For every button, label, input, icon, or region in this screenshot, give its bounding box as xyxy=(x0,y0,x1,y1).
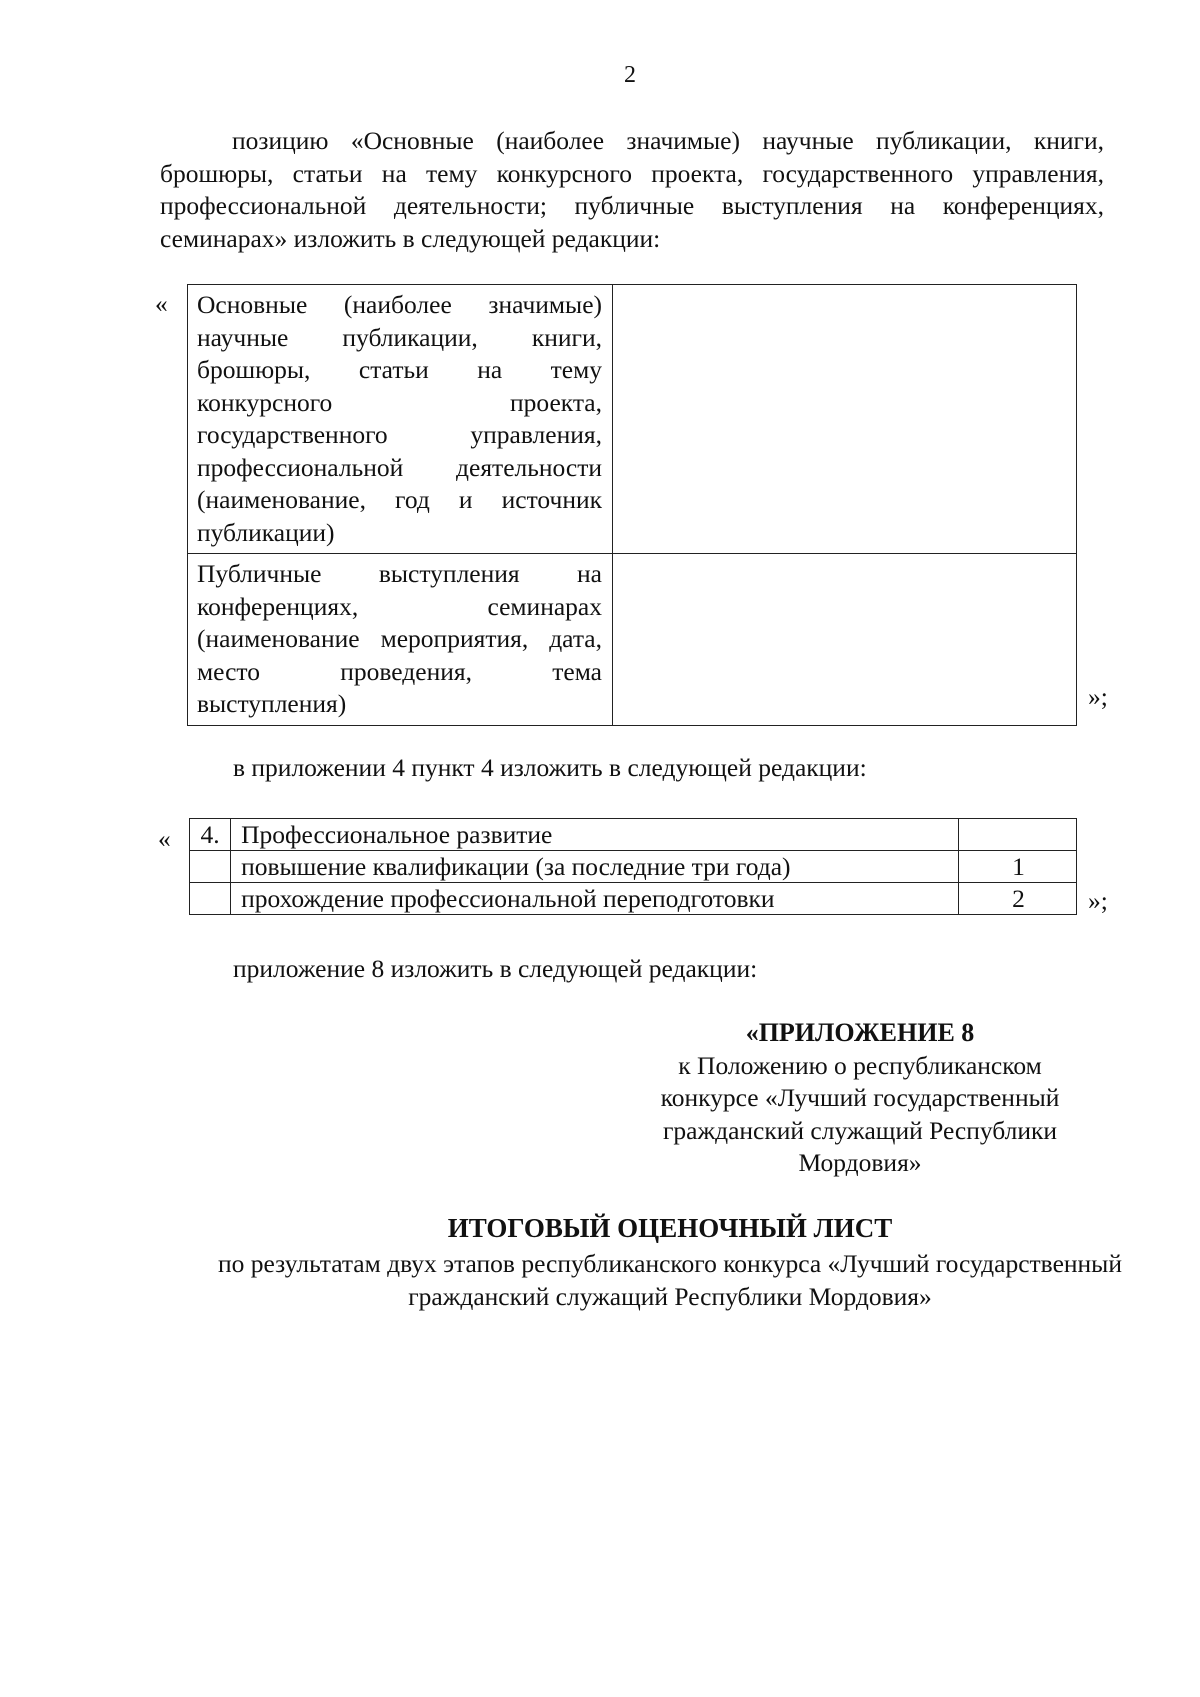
intro-paragraph: позицию «Основные (наиболее значимые) научные публикации, книги, брошюры, статьи на тему конкурсного проекта, государственного управления, профессиональной деятельности; публичные выступления на конференциях, семинарах» изложить в следующей редакции: xyxy=(160,126,1104,253)
table-row xyxy=(190,883,1077,915)
row-points-cell xyxy=(958,819,1076,851)
opening-quote: « xyxy=(155,289,168,318)
speeches-label-cell: Публичные выступления на конференциях, семинарах (наименование мероприятия, дата, место проведения, тема выступления) xyxy=(188,554,613,726)
appendix-line: конкурсе «Лучший государственный xyxy=(660,1083,1060,1112)
page-number: 2 xyxy=(624,62,636,88)
publications-table xyxy=(187,284,1077,726)
publications-value-cell xyxy=(613,285,1077,554)
final-sheet-subtitle: по результатам двух этапов республиканского конкурса «Лучший государственный гражданский служащий Республики Мордовия» xyxy=(218,1249,1122,1311)
appendix4-paragraph: в приложении 4 пункт 4 изложить в следующей редакции: xyxy=(233,753,867,782)
row-number-cell xyxy=(190,851,231,883)
row-points-cell: 2 xyxy=(958,883,1076,915)
table-row xyxy=(188,554,1077,726)
opening-quote: « xyxy=(158,824,171,853)
appendix-line: гражданский служащий Республики xyxy=(662,1115,1058,1145)
table-row xyxy=(190,851,1077,883)
appendix-line: Мордовия» xyxy=(798,1148,922,1177)
row-text-cell: прохождение профессиональной переподготовки xyxy=(231,883,959,915)
appendix8-paragraph: приложение 8 изложить в следующей редакции: xyxy=(233,954,758,983)
closing-quote: »; xyxy=(1088,682,1108,711)
appendix-line: к Положению о республиканском xyxy=(678,1050,1042,1080)
row-number-cell xyxy=(190,883,231,915)
appendix-heading xyxy=(620,1017,1100,1180)
row-points-cell: 1 xyxy=(958,851,1076,883)
final-sheet-title: ИТОГОВЫЙ ОЦЕНОЧНЫЙ ЛИСТ xyxy=(447,1213,893,1243)
row-number-cell: 4. xyxy=(190,819,231,851)
speeches-value-cell xyxy=(613,554,1077,726)
table-row xyxy=(190,819,1077,851)
publications-label-cell: Основные (наиболее значимые) научные публикации, книги, брошюры, статьи на тему конкурсного проекта, государственного управления, профессиональной деятельности (наименование, год и источник публикации) xyxy=(188,285,613,554)
row-text-cell: Профессиональное развитие xyxy=(231,819,959,851)
row-text-cell: повышение квалификации (за последние три года) xyxy=(231,851,959,883)
closing-quote: »; xyxy=(1088,886,1108,915)
development-table xyxy=(189,818,1077,915)
table-row xyxy=(188,285,1077,554)
appendix-title: «ПРИЛОЖЕНИЕ 8 xyxy=(745,1018,975,1047)
